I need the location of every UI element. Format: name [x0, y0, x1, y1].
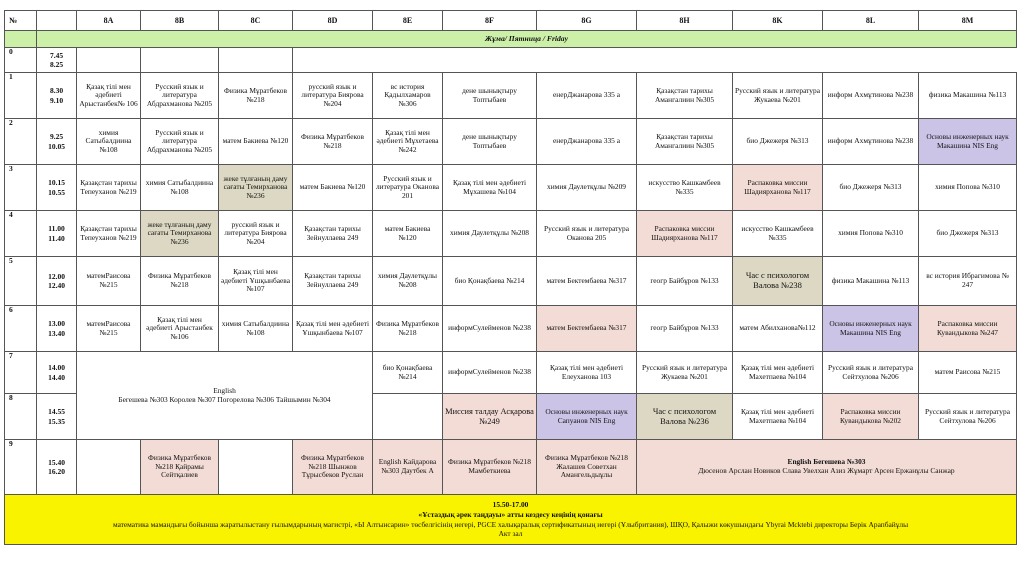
period-number: 5	[5, 257, 37, 306]
lesson-cell: жеке тұлғаның даму сағаты Темирханова №236	[141, 211, 219, 257]
lesson-cell: матем Бакиева №120	[293, 165, 373, 211]
period-number: 0	[5, 48, 37, 73]
header-time	[37, 11, 77, 31]
period-number: 7	[5, 352, 37, 394]
period-row	[5, 211, 1017, 257]
lesson-cell: жеке тұлғаның даму сағаты Темирханова №236	[219, 165, 293, 211]
lesson-cell: Қазақ тілі мен әдебиеті Арыстанбек №106	[141, 306, 219, 352]
timetable	[4, 10, 1017, 545]
period-number: 8	[5, 394, 37, 440]
lesson-cell: матем Бакиева №120	[219, 119, 293, 165]
lesson-cell: Қазақ тілі мен әдебиеті Арыстанбек№ 106	[77, 73, 141, 119]
period-time: 8.30 9.10	[37, 73, 77, 119]
period-time: 12.00 12.40	[37, 257, 77, 306]
lesson-cell: матемРаисова №215	[77, 257, 141, 306]
lesson-cell: Физика Мұратбеков №218	[373, 306, 443, 352]
lesson-cell: Физика Мұратбеков №218 Шынжов Тұрысбеков Руслан	[293, 440, 373, 495]
period-row	[5, 257, 1017, 306]
header-8e: 8E	[373, 11, 443, 31]
lesson-cell: геогр Байбұров №133	[637, 306, 733, 352]
lesson-cell: русский язык и литература Биярова №204	[293, 73, 373, 119]
lesson-cell: Русский язык и литература Сейтхулова №206	[919, 394, 1017, 440]
lesson-cell: Русский язык и литература Жукаева №201	[637, 352, 733, 394]
lesson-cell: Қазақстан тарихы Зейнуллаева 249	[293, 257, 373, 306]
lesson-cell: био Джежеря №313	[733, 119, 823, 165]
lesson-cell: Миссия талдау Асқарова №249	[443, 394, 537, 440]
lesson-cell: Қазақ тілі мен әдебиеті Елеуханова 103	[537, 352, 637, 394]
lesson-cell: Физика Мұратбеков №218	[219, 73, 293, 119]
lesson-cell: Физика Мұратбеков №218	[141, 257, 219, 306]
lesson-cell: Русский язык и литература Оканова 201	[373, 165, 443, 211]
lesson-cell: информ Ахмұтинова №238	[823, 119, 919, 165]
lesson-cell: Қазақстан тарихы Тепеуханов №219	[77, 165, 141, 211]
lesson-cell: Қазақстан тарихы Зейнуллаева 249	[293, 211, 373, 257]
lesson-cell: химия Даулетқұлы №209	[537, 165, 637, 211]
lesson-cell: Физика Мұратбеков №218 Жалашев Советхан Амангельдыұлы	[537, 440, 637, 495]
day-row	[5, 31, 1017, 48]
period-number: 3	[5, 165, 37, 211]
lesson-cell: информ Ахмұтинова №238	[823, 73, 919, 119]
lesson-cell: информСулейменов №238	[443, 352, 537, 394]
header-8b: 8B	[141, 11, 219, 31]
lesson-cell: геогр Байбұров №133	[637, 257, 733, 306]
lesson-cell: вс история Ибрагимова № 247	[919, 257, 1017, 306]
period-row	[5, 165, 1017, 211]
lesson-cell: физика Макашина №113	[919, 73, 1017, 119]
lesson-cell: матем Раисова №215	[919, 352, 1017, 394]
lesson-cell: химия Попова №310	[823, 211, 919, 257]
period-time: 9.25 10.05	[37, 119, 77, 165]
period-number: 4	[5, 211, 37, 257]
period-time: 15.40 16.20	[37, 440, 77, 495]
lesson-cell: искусство Кашкамбеев №335	[637, 165, 733, 211]
meeting-description: математика мамандығы бойынша жаратылыстану ғылымдарының магистрі, «Ы Алтынсарин» төсбелгісінің иегері, PGCE халықаралық сертификатының иегері (Ұлыбритания), ШҚО, Қалыжи көкушындағы Ybyrai Mcktebi директоры Берік Арапбайұлы	[112, 519, 909, 529]
lesson-cell: Час с психологом Валова №238	[733, 257, 823, 306]
lesson-cell: Распаковка миссии Кувандыкова №202	[823, 394, 919, 440]
period-number: 6	[5, 306, 37, 352]
lesson-cell: искусство Кашкамбеев №335	[733, 211, 823, 257]
period-row	[5, 440, 1017, 495]
header-row	[5, 11, 1017, 31]
lesson-cell: Қазақ тілі мен әдебиеті Ұшқынбаева №107	[219, 257, 293, 306]
header-8g: 8G	[537, 11, 637, 31]
lesson-cell: Физика Мұратбеков №218	[293, 119, 373, 165]
header-8c: 8C	[219, 11, 293, 31]
lesson-cell: енерДжанарова 335 а	[537, 73, 637, 119]
lesson-cell: Қазақстан тарихы Амангалиин №305	[637, 119, 733, 165]
period-number: 9	[5, 440, 37, 495]
period-time: 7.45 8.25	[37, 48, 77, 73]
lesson-cell: Русский язык и литература Оканова 205	[537, 211, 637, 257]
period-row	[5, 352, 1017, 394]
lesson-cell: Русский язык и литература Абдрахманова №205	[141, 119, 219, 165]
header-8d: 8D	[293, 11, 373, 31]
lesson-cell: Физика Мұратбеков №218 Қайрамы Сейтқалиев	[141, 440, 219, 495]
lesson-cell: матем Бектембаева №317	[537, 306, 637, 352]
period-row	[5, 73, 1017, 119]
period-number: 2	[5, 119, 37, 165]
lesson-cell: Қазақстан тарихы Тепеуханов №219	[77, 211, 141, 257]
lesson-cell: Қазақ тілі мен әдебиеті Ұшқынбаева №107	[293, 306, 373, 352]
lesson-cell: Русский язык и литература Жукаева №201	[733, 73, 823, 119]
lesson-cell: Час с психологом Валова №236	[637, 394, 733, 440]
lesson-cell: Қазақ тілі мен әдебиеті Махетпаева №104	[733, 352, 823, 394]
period-row	[5, 48, 1017, 73]
header-8k: 8K	[733, 11, 823, 31]
lesson-cell: вс история Қадылхамаров №306	[373, 73, 443, 119]
lesson-cell: химия Сатыбалдиина №108	[77, 119, 141, 165]
lesson-cell: матемРаисова №215	[77, 306, 141, 352]
lesson-cell: био Қонақбаева №214	[443, 257, 537, 306]
meeting-title: «Ұстаздық әрек таңдауы» атты кездесу кеңінің қонағы	[418, 509, 603, 519]
period-time: 13.00 13.40	[37, 306, 77, 352]
period-time: 11.00 11.40	[37, 211, 77, 257]
lesson-cell: химия Сатыбалдиина №108	[141, 165, 219, 211]
lesson-cell: Основы инженерных наук Макашина NIS Eng	[919, 119, 1017, 165]
header-no: №	[5, 11, 37, 31]
english-group-cell: English Бегешева №303 Дюсенов Арслан Новиков Слава Увелхан Азиз Жұмарт Арсен Ержанұлы Санжар	[637, 440, 1017, 495]
period-number: 1	[5, 73, 37, 119]
lesson-cell: Основы инженерных наук Макашина NIS Eng	[823, 306, 919, 352]
lesson-cell: химия Сатыбалдиина №108	[219, 306, 293, 352]
lesson-cell: Распаковка миссии Шадиярханова №117	[637, 211, 733, 257]
lesson-cell: физика Макашина №113	[823, 257, 919, 306]
meeting-place: Акт зал	[498, 529, 523, 539]
footer-row	[5, 495, 1017, 545]
lesson-cell: Қазақ тілі мен әдебиеті Мұхетаева №242	[373, 119, 443, 165]
lesson-cell: матем Бакиева №120	[373, 211, 443, 257]
lesson-cell: био Джежеря №313	[823, 165, 919, 211]
header-8a: 8A	[77, 11, 141, 31]
lesson-cell: био Қонақбаева №214	[373, 352, 443, 394]
meeting-announcement	[5, 495, 1017, 545]
header-8m: 8M	[919, 11, 1017, 31]
header-8h: 8H	[637, 11, 733, 31]
lesson-cell: Физика Мұратбеков №218 Мамбеткиева	[443, 440, 537, 495]
header-8f: 8F	[443, 11, 537, 31]
day-title: Жұма/ Пятница / Friday	[37, 31, 1017, 48]
header-8l: 8L	[823, 11, 919, 31]
lesson-cell: Русский язык и литература Сейтхулова №206	[823, 352, 919, 394]
lesson-cell: дене шынықтыру Топтыбаев	[443, 73, 537, 119]
period-time: 10.15 10.55	[37, 165, 77, 211]
lesson-cell: Русский язык и литература Абдрахманова №205	[141, 73, 219, 119]
lesson-cell: Қазақ тілі мен әдебиеті Махетпаева №104	[733, 394, 823, 440]
period-row	[5, 306, 1017, 352]
english-group-cell: English Бегешева №303 Королев №307 Погорелова №306 Тайшымин №304	[77, 352, 373, 440]
lesson-cell: химия Даулетқұлы №208	[443, 211, 537, 257]
lesson-cell: Қазақстан тарихы Амангалиин №305	[637, 73, 733, 119]
lesson-cell: Распаковка миссии Шадиярханова №117	[733, 165, 823, 211]
timetable-sheet	[4, 10, 1016, 556]
lesson-cell: информСулейменов №238	[443, 306, 537, 352]
lesson-cell: English Кайдарова №303 Даутбек А	[373, 440, 443, 495]
period-time: 14.55 15.35	[37, 394, 77, 440]
period-row	[5, 119, 1017, 165]
lesson-cell: био Джежеря №313	[919, 211, 1017, 257]
lesson-cell: химия Даулетқұлы №208	[373, 257, 443, 306]
lesson-cell: русский язык и литература Биярова №204	[219, 211, 293, 257]
meeting-time: 15.50-17.00	[492, 500, 529, 510]
lesson-cell: матем Бектембаева №317	[537, 257, 637, 306]
lesson-cell: химия Попова №310	[919, 165, 1017, 211]
lesson-cell: енерДжанарова 335 а	[537, 119, 637, 165]
lesson-cell: Распаковка миссии Кувандыкова №247	[919, 306, 1017, 352]
period-time: 14.00 14.40	[37, 352, 77, 394]
lesson-cell: Основы инженерных наук Сапуанов NIS Eng	[537, 394, 637, 440]
lesson-cell: дене шынықтыру Топтыбаев	[443, 119, 537, 165]
lesson-cell: матем Абилханова№112	[733, 306, 823, 352]
lesson-cell: Қазақ тілі мен әдебиеті Мұхашева №104	[443, 165, 537, 211]
